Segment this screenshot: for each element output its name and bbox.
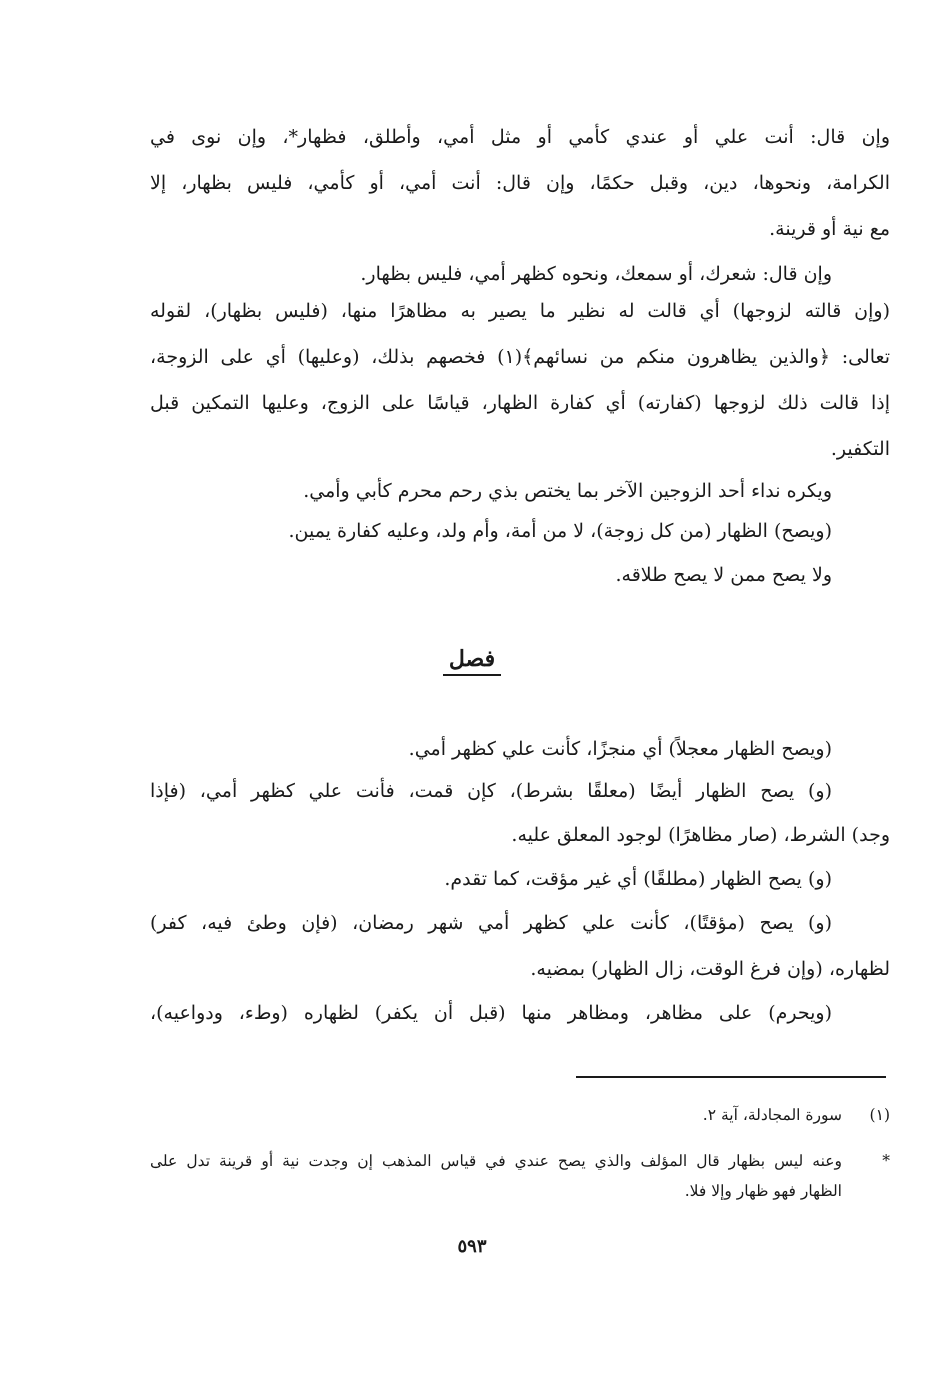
text-line	[150, 259, 890, 289]
text-line	[150, 864, 890, 894]
footnote-text: الظهار فهو ظهار وإلا فلا.	[684, 1182, 842, 1200]
footnote	[150, 1146, 890, 1176]
text-line	[150, 342, 890, 372]
footnote-mark: *	[882, 1152, 890, 1170]
text-line	[150, 388, 890, 418]
line-16: (و) يصح (مؤقتًا)، كأنت علي كظهر أمي شهر رمضان، (فإن وطئ فيه، كفر)	[150, 912, 832, 934]
text-line	[150, 776, 890, 806]
line-15: (و) يصح الظهار (مطلقًا) أي غير مؤقت، كما تقدم.	[444, 868, 832, 890]
line-18: (ويحرم) على مظاهر، ومظاهر منها (قبل أن يكفر) لظهاره (وطء، ودواعيه)،	[150, 1002, 832, 1024]
footnote-text: سورة المجادلة، آية ٢.	[702, 1106, 842, 1124]
line-2: الكرامة، ونحوها، دين، وقبل حكمًا، وإن قال: أنت أمي، أو كأمي، فليس بظهار، إلا	[150, 172, 890, 194]
text-line	[150, 908, 890, 938]
text-line	[150, 296, 890, 326]
text-line	[150, 516, 890, 546]
footnote	[150, 1176, 890, 1206]
page-number: ٥٩٣	[457, 1236, 487, 1257]
text-line	[150, 954, 890, 984]
line-3: مع نية أو قرينة.	[769, 218, 890, 240]
line-7: إذا قالت ذلك لزوجها (كفارته) أي كفارة الظهار، قياسًا على الزوج، وعليها التمكين قبل	[150, 392, 890, 414]
line-14: وجد) الشرط، (صار مظاهرًا) لوجود المعلق عليه.	[511, 824, 890, 846]
footnote-mark: (١)	[869, 1106, 890, 1124]
section-heading	[0, 646, 944, 676]
line-17: لظهاره، (وإن فرغ الوقت، زال الظهار) بمضيه.	[530, 958, 890, 980]
text-line	[150, 476, 890, 506]
text-line	[150, 122, 890, 152]
footnote-divider	[576, 1076, 886, 1078]
footnote	[150, 1100, 890, 1130]
line-11: ولا يصح ممن لا يصح طلاقه.	[615, 564, 832, 586]
text-line	[150, 820, 890, 850]
line-5: (وإن قالته لزوجها) أي قالت له نظير ما يصير به مظاهرًا منها، (فليس بظهار)، لقوله	[150, 300, 890, 322]
line-13: (و) يصح الظهار أيضًا (معلقًا بشرط)، كإن قمت، فأنت علي كظهر أمي، (فإذا	[150, 780, 832, 802]
text-line	[150, 560, 890, 590]
text-line	[150, 214, 890, 244]
footnote-text: وعنه ليس بظهار قال المؤلف والذي يصح عندي في قياس المذهب إن وجدت نية أو قرينة تدل على	[150, 1152, 842, 1170]
line-4: وإن قال: شعرك، أو سمعك، ونحوه كظهر أمي، فليس بظهار.	[360, 263, 832, 285]
section-heading-text: فصل	[443, 646, 501, 676]
text-line	[150, 998, 890, 1028]
line-8: التكفير.	[830, 438, 890, 460]
line-1: وإن قال: أنت علي أو عندي كأمي أو مثل أمي، وأطلق، فظهار*، وإن نوى في	[150, 126, 890, 148]
text-line	[150, 734, 890, 764]
line-12: (ويصح الظهار معجلاً) أي منجزًا، كأنت علي كظهر أمي.	[408, 738, 832, 760]
text-line	[150, 434, 890, 464]
text-line	[150, 168, 890, 198]
line-10: (ويصح) الظهار (من كل زوجة)، لا من أمة، وأم ولد، وعليه كفارة يمين.	[288, 520, 832, 542]
line-6: تعالى: ﴿والذين يظاهرون منكم من نسائهم﴾(١) فخصهم بذلك، (وعليها) أي على الزوجة،	[150, 346, 890, 368]
line-9: ويكره نداء أحد الزوجين الآخر بما يختص بذي رحم محرم كأبي وأمي.	[303, 480, 832, 502]
